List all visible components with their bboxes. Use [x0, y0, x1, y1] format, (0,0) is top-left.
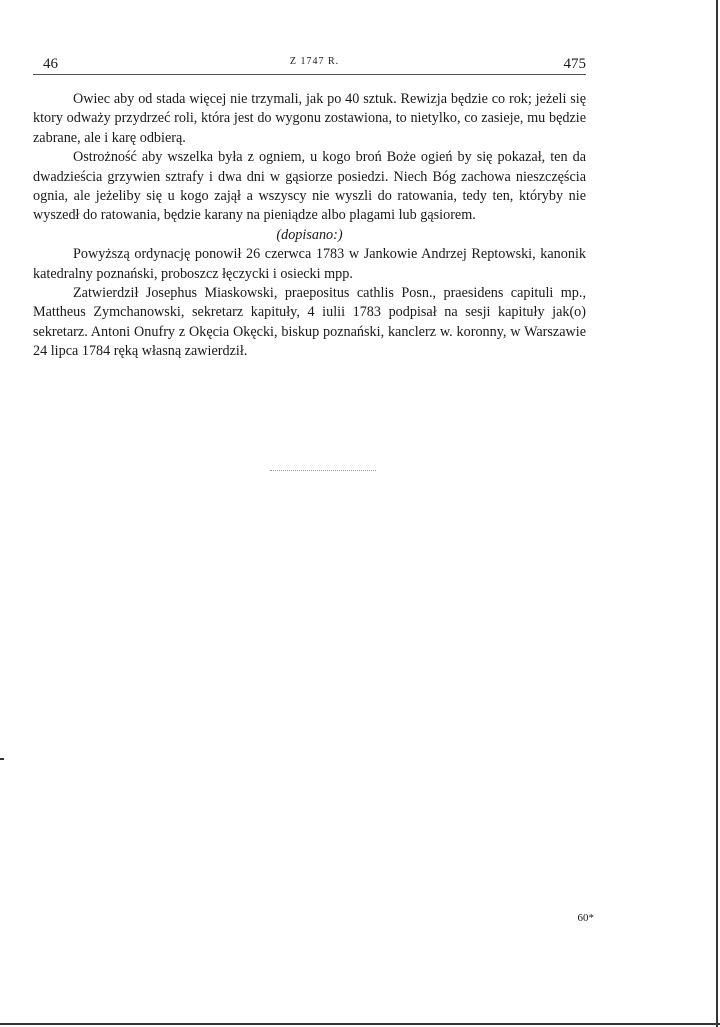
paragraph-sheep: Owiec aby od stada więcej nie trzymali, jak po 40 sztuk. Rewizja będzie co rok; jeżeli się ktory odważy przydrzeć roli, która jest do wygonu zostawiona, to nietylko, co zasieje, mu będzie zabrane, ale i karę odbierą. — [33, 91, 586, 146]
header-rule — [33, 74, 586, 75]
scan-edge-right — [716, 0, 718, 1027]
paragraph-fire: Ostrożność aby wszelka była z ogniem, u kogo broń Boże ogień by się pokazał, ten da dwadzieścia grzywien sztrafy i dwa dni w gąsiorze posiedzi. Niech Bóg zachowa nieszczęścia ognia, ale jeżeliby się u kogo zajął a wszyscy nie wyszli do ratowania, tedy ten, któryby nie wyszedł do ratowania, będzie karany na pieniądze albo plagami lub gąsiorem. — [33, 149, 586, 224]
added-note-heading: (dopisano:) — [276, 226, 343, 243]
margin-mark — [0, 758, 4, 760]
right-page-number: 475 — [563, 56, 586, 72]
scan-speck — [232, 722, 238, 728]
section-separator — [270, 470, 376, 471]
running-title: Z 1747 R. — [289, 56, 340, 67]
printer-signature-mark: 60* — [577, 912, 594, 924]
left-page-number: 46 — [43, 56, 58, 72]
paragraph-renewal: Powyższą ordynację ponowił 26 czerwca 1783 w Jankowie Andrzej Reptowski, kanonik katedralny poznański, proboszcz łęczycki i osiecki mpp. — [33, 246, 586, 282]
page-header — [43, 52, 586, 74]
paragraph-approval: Zatwierdził Josephus Miaskowski, praepositus cathlis Posn., praesidens capituli mp., Mattheus Zymchanowski, sekretarz kapituły, 4 iulii 1783 podpisał na sesji kapituły jak(o) sekretarz. Antoni Onufry z Okęcia Okęcki, biskup poznański, kanclerz w. koronny, w Warszawie 24 lipca 1784 ręką własną zawierdził. — [33, 285, 586, 360]
body-text — [33, 90, 586, 362]
scan-edge-bottom — [0, 1023, 720, 1025]
